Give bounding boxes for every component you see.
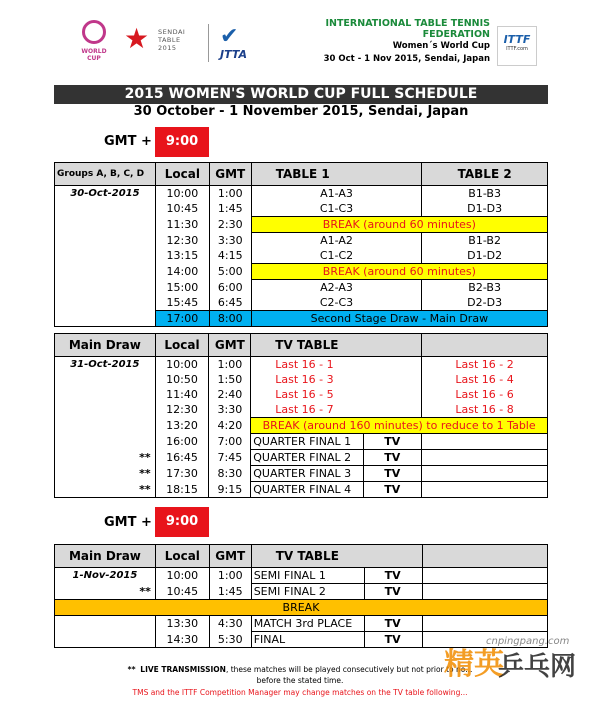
table1-match: A2-A3 (251, 280, 422, 296)
local-time: 10:45 (155, 201, 209, 217)
gmt-time: 4:30 (209, 616, 251, 632)
gmt-time: 6:45 (209, 295, 251, 311)
column-header-empty (364, 545, 422, 568)
local-time: 10:00 (155, 357, 209, 373)
empty-cell (422, 616, 547, 632)
local-time: 10:00 (155, 186, 209, 202)
local-time: 10:45 (155, 584, 209, 600)
table1-match: A1-A3 (251, 186, 422, 202)
gmt-time: 4:15 (209, 248, 251, 264)
gmt-time: 6:00 (209, 280, 251, 296)
jtta-logo-text: JTTA (220, 48, 248, 61)
table-row (55, 482, 548, 498)
table-row (55, 357, 548, 373)
gmt-time: 1:00 (209, 186, 251, 202)
mark-cell (55, 264, 156, 280)
table1-match: C2-C3 (251, 295, 422, 311)
table-row (55, 264, 548, 280)
table2-match: D2-D3 (422, 295, 548, 311)
table1-match: A1-A2 (251, 233, 422, 249)
tv-badge: TV (364, 632, 422, 648)
column-header: GMT (209, 334, 251, 357)
event-name: Women´s World Cup (392, 41, 490, 51)
table-row (55, 217, 548, 233)
tv-badge: TV (364, 584, 422, 600)
table-row (55, 418, 548, 434)
tv-match: FINAL (251, 632, 364, 648)
gmt-time: 7:45 (209, 450, 251, 466)
main-draw-table-31oct (54, 333, 548, 498)
page-title: 2015 WOMEN'S WORLD CUP FULL SCHEDULE (54, 85, 548, 104)
gmt-time: 4:20 (209, 418, 251, 434)
gmt-time: 3:30 (209, 402, 251, 418)
tv-badge: TV (364, 568, 422, 584)
tv-badge: TV (364, 434, 422, 450)
table1-match: C1-C2 (251, 248, 422, 264)
tv-match: QUARTER FINAL 4 (251, 482, 364, 498)
table-row (55, 186, 548, 202)
gmt-time: 2:30 (209, 217, 251, 233)
tv-match: QUARTER FINAL 3 (251, 466, 364, 482)
gmt-time: 9:15 (209, 482, 251, 498)
local-time: 18:15 (155, 482, 209, 498)
mark-cell (55, 387, 156, 402)
column-header-empty (422, 545, 547, 568)
ring-icon (82, 20, 106, 44)
gmt-time: 7:00 (209, 434, 251, 450)
local-time: 14:00 (155, 264, 209, 280)
table2-match: D1-D3 (422, 201, 548, 217)
column-header-empty (364, 334, 422, 357)
table2-match: Last 16 - 2 (422, 357, 548, 373)
mark-cell (55, 201, 156, 217)
table-row (55, 402, 548, 418)
live-mark: ** (55, 466, 156, 482)
break-cell: BREAK (around 160 minutes) to reduce to 1 Table (251, 418, 548, 434)
local-time: 17:00 (155, 311, 209, 327)
match-date: 1-Nov-2015 (55, 568, 156, 584)
event-dates: 30 Oct - 1 Nov 2015, Sendai, Japan (323, 54, 490, 64)
sendai-logo-line: 2015 (158, 44, 177, 52)
sendai-logo-line: SENDAI (158, 28, 186, 36)
table-row (55, 387, 548, 402)
table1-match: Last 16 - 3 (251, 372, 422, 387)
local-time: 15:00 (155, 280, 209, 296)
watermark-logo-b: 乒乓网 (498, 652, 577, 682)
empty-cell (422, 568, 547, 584)
gmt-time: 1:50 (209, 372, 251, 387)
mark-cell (55, 616, 156, 632)
mark-cell (55, 372, 156, 387)
tms-note: TMS and the ITTF Competition Manager may change matches on the TV table following... (132, 688, 468, 697)
note-star: ** (127, 665, 136, 674)
table-row (55, 311, 548, 327)
star-icon: ★ (124, 22, 150, 55)
local-time: 13:15 (155, 248, 209, 264)
gmt-time: 5:30 (209, 632, 251, 648)
local-time: 15:45 (155, 295, 209, 311)
gmt-offset: 9:00 (155, 127, 209, 157)
tv-badge: TV (364, 616, 422, 632)
local-time: 12:30 (155, 233, 209, 249)
column-header-empty (422, 334, 548, 357)
main-draw-table-1nov (54, 544, 548, 648)
watermark-logo-a: 精英 (444, 647, 504, 682)
empty-cell (422, 584, 547, 600)
mark-cell (55, 311, 156, 327)
table-row (55, 632, 548, 648)
local-time: 13:20 (155, 418, 209, 434)
gmt-time: 8:30 (209, 466, 251, 482)
column-header: TABLE 2 (422, 163, 548, 186)
jtta-logo (220, 26, 268, 60)
local-time: 16:45 (155, 450, 209, 466)
world-cup-logo (74, 20, 114, 62)
table2-match: B2-B3 (422, 280, 548, 296)
table-row (55, 233, 548, 249)
gmt-time: 5:00 (209, 264, 251, 280)
sendai-logo-text (158, 28, 198, 52)
table2-match: Last 16 - 6 (422, 387, 548, 402)
note-text: , these matches will be played consecutively but not prior to no... (225, 665, 473, 674)
table-row (55, 248, 548, 264)
ittf-logo-text: ITTF (503, 33, 531, 46)
table2-match: Last 16 - 4 (422, 372, 548, 387)
mark-cell (55, 217, 156, 233)
gmt-time: 1:00 (209, 568, 251, 584)
mark-cell (55, 233, 156, 249)
page-subtitle: 30 October - 1 November 2015, Sendai, Japan (133, 104, 469, 119)
table-header-row (55, 545, 548, 568)
table1-match: C1-C3 (251, 201, 422, 217)
gmt-time: 2:40 (209, 387, 251, 402)
gmt-offset: 9:00 (155, 507, 209, 537)
column-header: Groups A, B, C, D (55, 163, 156, 186)
table-row (55, 372, 548, 387)
table-header-row (55, 163, 548, 186)
match-date: 30-Oct-2015 (55, 186, 156, 202)
ittf-url: ITTF.com (506, 46, 528, 52)
table-row (55, 466, 548, 482)
table-row (55, 280, 548, 296)
table1-match: Last 16 - 1 (251, 357, 422, 373)
column-header: Local (155, 334, 209, 357)
tv-match: QUARTER FINAL 2 (251, 450, 364, 466)
tv-match: QUARTER FINAL 1 (251, 434, 364, 450)
federation-title: INTERNATIONAL TABLE TENNIS FEDERATION (325, 18, 490, 40)
watermark-url: cnpingpang.com (486, 636, 570, 647)
table1-match: Last 16 - 5 (251, 387, 422, 402)
empty-cell (422, 482, 548, 498)
column-header: Local (155, 163, 209, 186)
break-cell: BREAK (around 60 minutes) (251, 217, 547, 233)
column-header: TABLE 1 (251, 163, 422, 186)
live-mark: ** (55, 584, 156, 600)
gmt-label: GMT + (104, 134, 152, 149)
table-row (55, 434, 548, 450)
logo-divider (208, 24, 209, 62)
tv-match: SEMI FINAL 2 (251, 584, 364, 600)
ittf-logo (497, 26, 537, 66)
column-header: GMT (209, 163, 251, 186)
sendai-logo (124, 22, 186, 55)
table2-match: Last 16 - 8 (422, 402, 548, 418)
local-time: 14:30 (155, 632, 209, 648)
match-date: 31-Oct-2015 (55, 357, 156, 373)
note-text-2: before the stated time. (256, 676, 344, 685)
local-time: 10:50 (155, 372, 209, 387)
jtta-mark-icon: ✔ (220, 24, 239, 49)
table-row (55, 201, 548, 217)
table-row (55, 295, 548, 311)
gmt-time: 8:00 (209, 311, 251, 327)
event-info (300, 40, 490, 66)
sendai-logo-line: TABLE (158, 36, 181, 44)
local-time: 12:30 (155, 402, 209, 418)
table-row (55, 450, 548, 466)
mark-cell (55, 632, 156, 648)
table-row (55, 584, 548, 600)
column-header: GMT (209, 545, 251, 568)
world-cup-logo-text: WORLD CUP (81, 48, 107, 62)
live-mark: ** (55, 482, 156, 498)
table-header-row (55, 334, 548, 357)
gmt-time: 3:30 (209, 233, 251, 249)
table2-match: B1-B2 (422, 233, 548, 249)
tv-match: MATCH 3rd PLACE (251, 616, 364, 632)
column-header: Main Draw (55, 545, 156, 568)
tv-badge: TV (364, 482, 422, 498)
tv-match: SEMI FINAL 1 (251, 568, 364, 584)
table-row (55, 616, 548, 632)
local-time: 11:40 (155, 387, 209, 402)
table-row (55, 600, 548, 616)
local-time: 11:30 (155, 217, 209, 233)
gmt-time: 1:45 (209, 584, 251, 600)
empty-cell (422, 434, 548, 450)
live-mark (55, 434, 156, 450)
column-header: TV TABLE (251, 334, 364, 357)
groups-schedule-table (54, 162, 548, 327)
empty-cell (422, 450, 548, 466)
table1-match: Last 16 - 7 (251, 402, 422, 418)
mark-cell (55, 295, 156, 311)
draw-cell: Second Stage Draw - Main Draw (251, 311, 547, 327)
mark-cell (55, 280, 156, 296)
break-cell: BREAK (55, 600, 548, 616)
gmt-label: GMT + (104, 515, 152, 530)
column-header: TV TABLE (251, 545, 364, 568)
note-label: LIVE TRANSMISSION (140, 665, 226, 674)
table2-match: B1-B3 (422, 186, 548, 202)
tv-badge: TV (364, 450, 422, 466)
local-time: 16:00 (155, 434, 209, 450)
mark-cell (55, 248, 156, 264)
tv-badge: TV (364, 466, 422, 482)
local-time: 13:30 (155, 616, 209, 632)
column-header: Main Draw (55, 334, 156, 357)
gmt-time: 1:00 (209, 357, 251, 373)
column-header: Local (155, 545, 209, 568)
mark-cell (55, 402, 156, 418)
empty-cell (422, 466, 548, 482)
table-row (55, 568, 548, 584)
mark-cell (55, 418, 156, 434)
local-time: 17:30 (155, 466, 209, 482)
live-mark: ** (55, 450, 156, 466)
table2-match: D1-D2 (422, 248, 548, 264)
local-time: 10:00 (155, 568, 209, 584)
gmt-time: 1:45 (209, 201, 251, 217)
break-cell: BREAK (around 60 minutes) (251, 264, 547, 280)
